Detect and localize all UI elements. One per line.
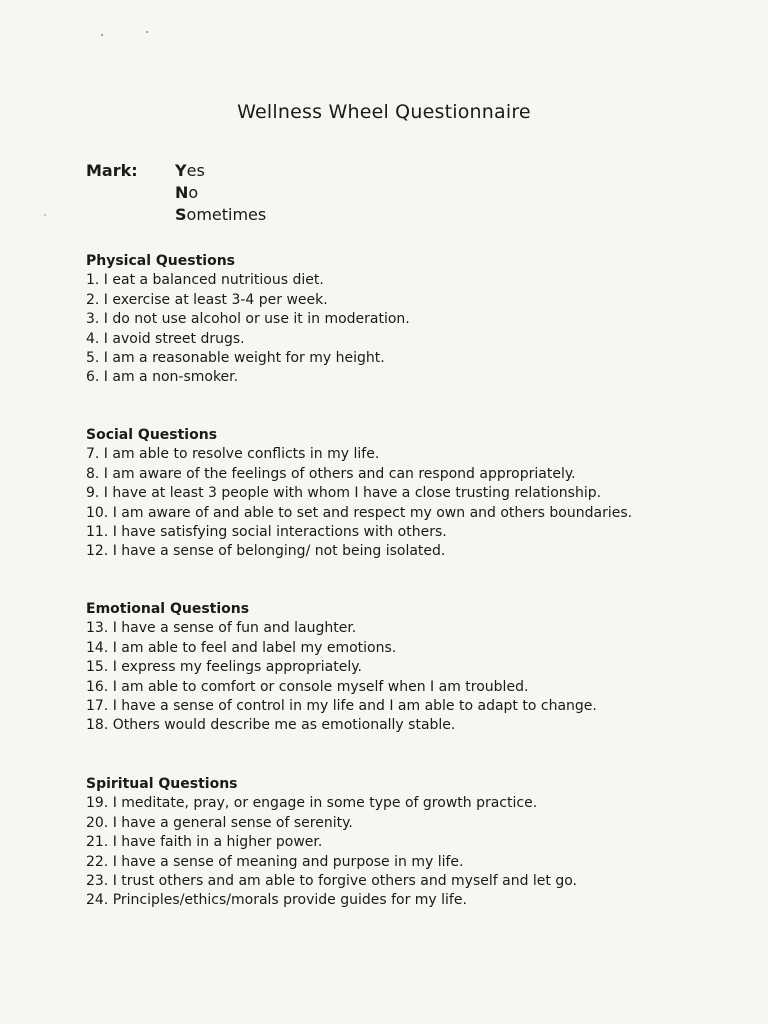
mark-option-sometimes: Sometimes xyxy=(175,205,267,224)
question-item: 4. I avoid street drugs. xyxy=(86,330,245,347)
question-item: 17. I have a sense of control in my life and I am able to adapt to change. xyxy=(86,698,597,715)
question-item: 14. I am able to feel and label my emotions. xyxy=(86,639,397,656)
section-physical xyxy=(86,252,410,388)
question-item: 3. I do not use alcohol or use it in moderation. xyxy=(86,311,410,328)
question-item: 8. I am aware of the feelings of others and can respond appropriately. xyxy=(86,465,576,482)
question-item: 15. I express my feelings appropriately. xyxy=(86,659,362,676)
page-title: Wellness Wheel Questionnaire xyxy=(237,101,531,123)
question-item: 21. I have faith in a higher power. xyxy=(86,834,323,851)
question-item: 10. I am aware of and able to set and respect my own and others boundaries. xyxy=(86,504,633,521)
mark-label: Mark: xyxy=(86,161,138,180)
question-list xyxy=(86,271,410,387)
scan-speck xyxy=(146,31,148,33)
mark-options xyxy=(175,160,266,226)
question-item: 19. I meditate, pray, or engage in some type of growth practice. xyxy=(86,795,538,812)
mark-option-no: No xyxy=(175,183,199,202)
question-list xyxy=(86,619,597,735)
question-item: 11. I have satisfying social interactions with others. xyxy=(86,524,447,541)
section-spiritual xyxy=(86,775,577,911)
question-item: 1. I eat a balanced nutritious diet. xyxy=(86,272,324,289)
scan-speck xyxy=(101,34,103,36)
question-item: 22. I have a sense of meaning and purpose in my life. xyxy=(86,853,464,870)
question-item: 7. I am able to resolve conflicts in my life. xyxy=(86,446,380,463)
section-social xyxy=(86,426,632,562)
section-emotional xyxy=(86,600,597,736)
section-heading: Physical Questions xyxy=(86,253,236,269)
section-heading: Spiritual Questions xyxy=(86,776,238,792)
section-heading: Social Questions xyxy=(86,427,218,443)
question-item: 16. I am able to comfort or console myself when I am troubled. xyxy=(86,678,529,695)
question-item: 9. I have at least 3 people with whom I have a close trusting relationship. xyxy=(86,485,602,502)
question-list xyxy=(86,794,577,910)
question-item: 24. Principles/ethics/morals provide guides for my life. xyxy=(86,892,467,909)
mark-option-yes: Yes xyxy=(175,161,205,180)
question-item: 13. I have a sense of fun and laughter. xyxy=(86,620,357,637)
question-item: 23. I trust others and am able to forgive others and myself and let go. xyxy=(86,873,578,890)
question-item: 5. I am a reasonable weight for my height. xyxy=(86,350,385,367)
question-item: 20. I have a general sense of serenity. xyxy=(86,814,353,831)
question-item: 6. I am a non-smoker. xyxy=(86,369,239,386)
scan-speck xyxy=(44,214,46,216)
section-heading: Emotional Questions xyxy=(86,601,250,617)
question-item: 18. Others would describe me as emotionally stable. xyxy=(86,717,456,734)
question-list xyxy=(86,445,632,561)
question-item: 12. I have a sense of belonging/ not being isolated. xyxy=(86,543,446,560)
question-item: 2. I exercise at least 3-4 per week. xyxy=(86,291,328,308)
